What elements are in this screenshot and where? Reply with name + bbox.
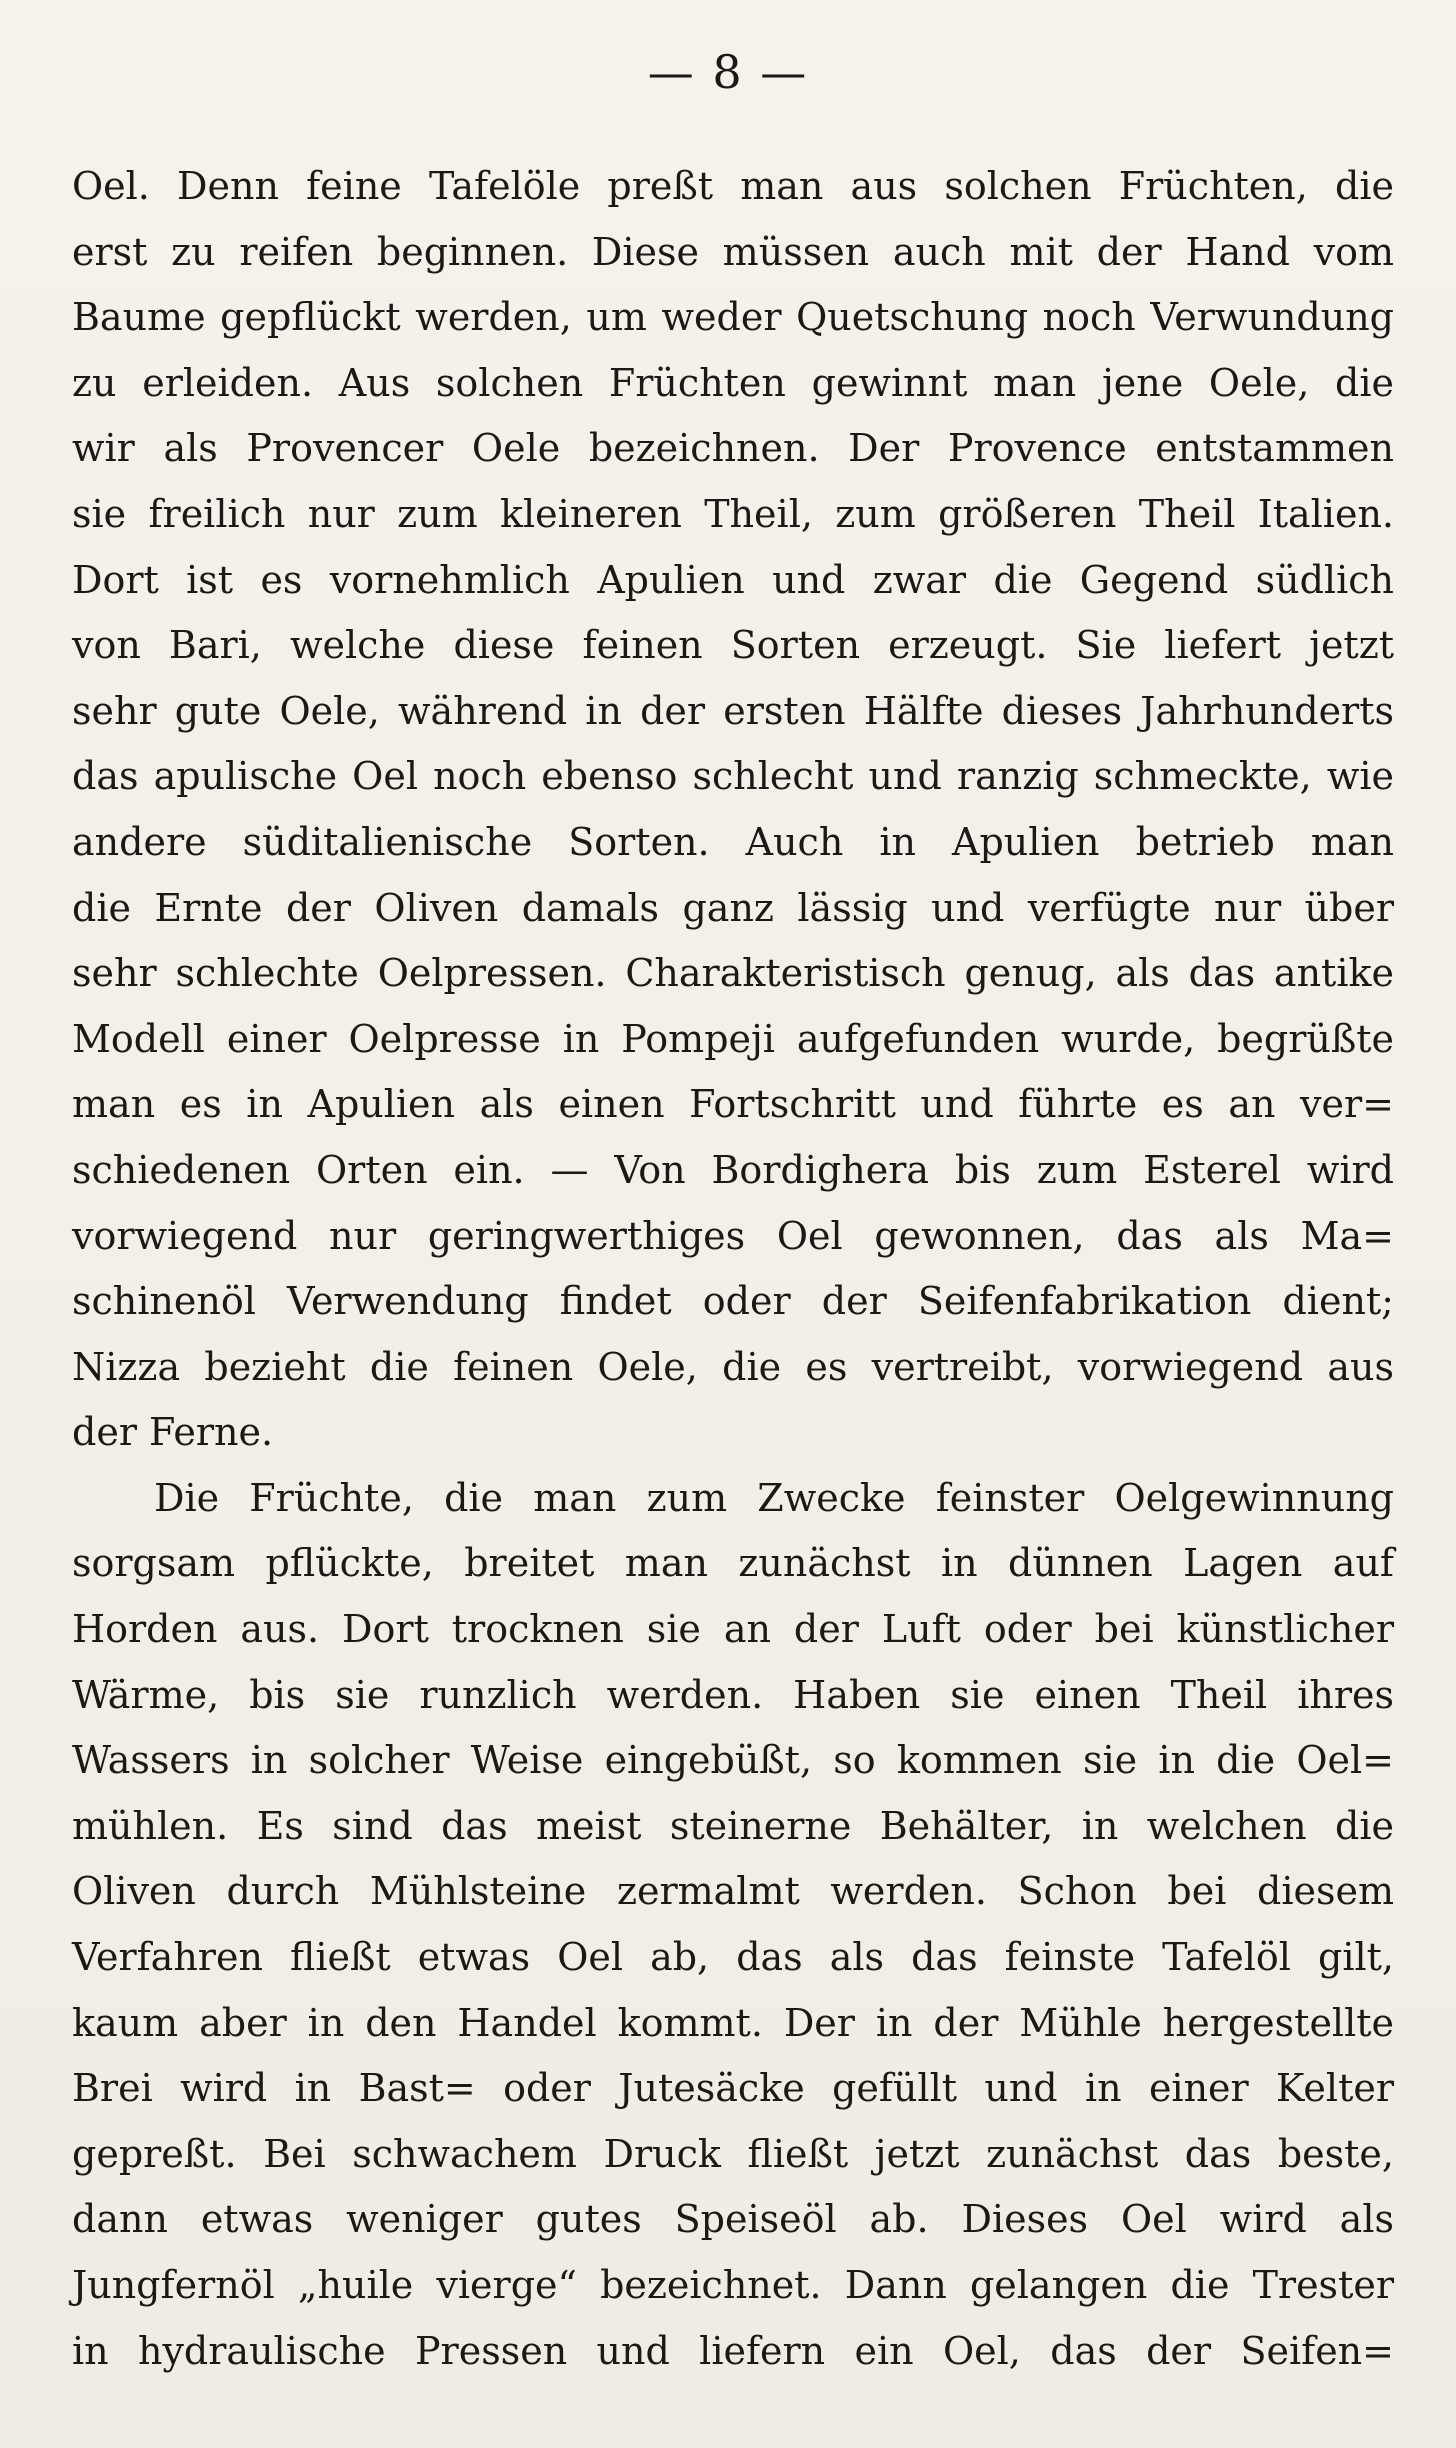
text-line: Modell einer Oelpresse in Pompeji aufgefunden wurde, begrüßte (72, 1016, 1394, 1061)
text-line: Brei wird in Bast= oder Jutesäcke gefüllt und in einer Kelter (72, 2066, 1394, 2111)
text-line: Verfahren fließt etwas Oel ab, das als das feinste Tafelöl gilt, (72, 1935, 1394, 1980)
text-line: die Ernte der Oliven damals ganz lässig und verfügte nur über (72, 885, 1394, 930)
text-line: erst zu reifen beginnen. Diese müssen auch mit der Hand vom (72, 229, 1394, 274)
text-line: Wassers in solcher Weise eingebüßt, so kommen sie in die Oel= (72, 1738, 1394, 1783)
text-line: Wärme, bis sie runzlich werden. Haben sie einen Theil ihres (72, 1672, 1394, 1717)
text-line: sie freilich nur zum kleineren Theil, zum größeren Theil Italien. (72, 491, 1394, 536)
text-line: kaum aber in den Handel kommt. Der in der Mühle hergestellte (72, 2000, 1394, 2045)
text-line: zu erleiden. Aus solchen Früchten gewinnt man jene Oele, die (72, 360, 1394, 405)
text-line: Dort ist es vornehmlich Apulien und zwar die Gegend südlich (72, 557, 1394, 602)
text-line: andere süditalienische Sorten. Auch in Apulien betrieb man (72, 819, 1394, 864)
page-number: — 8 — (647, 45, 809, 99)
text-line: dann etwas weniger gutes Speiseöl ab. Dieses Oel wird als (72, 2197, 1394, 2242)
text-line: man es in Apulien als einen Fortschritt und führte es an ver= (72, 1082, 1394, 1127)
text-line: Baume gepflückt werden, um weder Quetschung noch Verwundung (72, 295, 1394, 340)
text-line: wir als Provencer Oele bezeichnen. Der Provence entstammen (72, 426, 1394, 471)
text-line: gepreßt. Bei schwachem Druck fließt jetzt zunächst das beste, (72, 2131, 1394, 2176)
text-line: in hydraulische Pressen und liefern ein Oel, das der Seifen= (72, 2328, 1394, 2373)
text-line: von Bari, welche diese feinen Sorten erzeugt. Sie liefert jetzt (72, 623, 1394, 668)
text-line: sorgsam pflückte, breitet man zunächst in dünnen Lagen auf (72, 1541, 1394, 1586)
text-line: schiedenen Orten ein. — Von Bordighera bis zum Esterel wird (72, 1147, 1394, 1192)
text-line: vorwiegend nur geringwerthiges Oel gewonnen, das als Ma= (72, 1213, 1394, 1258)
text-line: der Ferne. (72, 1410, 274, 1455)
text-line: Horden aus. Dort trocknen sie an der Luft oder bei künstlicher (72, 1607, 1394, 1652)
text-line: sehr schlechte Oelpressen. Charakteristisch genug, als das antike (72, 951, 1394, 996)
text-line: sehr gute Oele, während in der ersten Hälfte dieses Jahrhunderts (72, 688, 1394, 733)
body-text (72, 154, 1394, 2384)
paragraph-first-line: Die Früchte, die man zum Zwecke feinster Oelgewinnung (154, 1475, 1394, 1520)
text-line: Jungfernöl „huile vierge“ bezeichnet. Dann gelangen die Trester (72, 2263, 1394, 2307)
text-line: schinenöl Verwendung findet oder der Seifenfabrikation dient; (72, 1279, 1394, 1324)
text-line: mühlen. Es sind das meist steinerne Behälter, in welchen die (72, 1803, 1394, 1848)
text-line: das apulische Oel noch ebenso schlecht und ranzig schmeckte, wie (72, 754, 1394, 799)
text-line: Oel. Denn feine Tafelöle preßt man aus solchen Früchten, die (72, 164, 1394, 208)
text-line: Nizza bezieht die feinen Oele, die es vertreibt, vorwiegend aus (72, 1344, 1394, 1389)
text-line: Oliven durch Mühlsteine zermalmt werden. Schon bei diesem (72, 1869, 1394, 1914)
